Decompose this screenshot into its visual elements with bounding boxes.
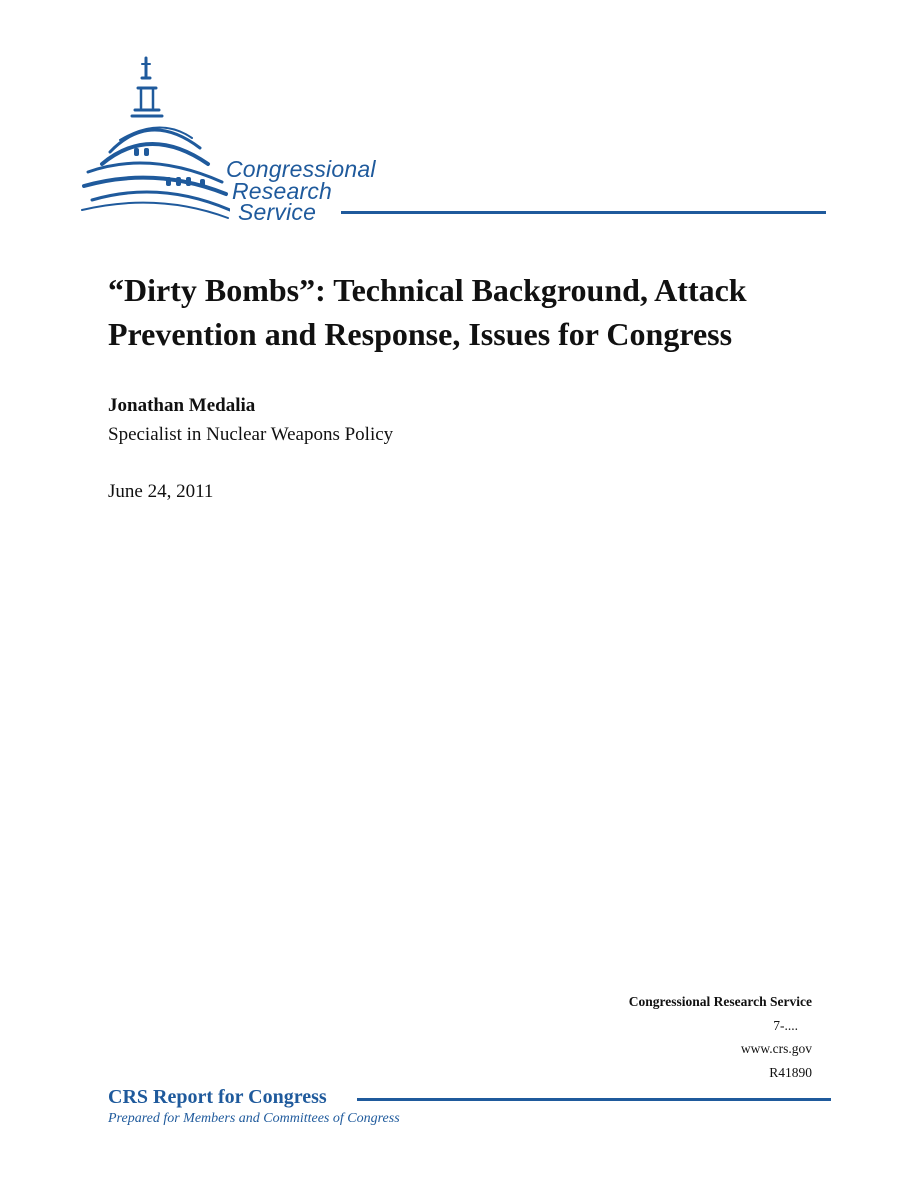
footer-subtitle: Prepared for Members and Committees of Congress [108,1111,400,1126]
crs-info-block [629,990,812,1084]
report-date: June 24, 2011 [108,481,214,502]
crs-code: 7-.... [773,1017,798,1033]
author-name: Jonathan Medalia [108,395,256,416]
logo-word-congressional: Congressional [226,156,376,182]
author-role: Specialist in Nuclear Weapons Policy [108,424,394,445]
logo-word-research: Research [232,178,333,204]
crs-org-name: Congressional Research Service [628,994,812,1009]
crs-website: www.crs.gov [740,1041,812,1056]
logo-divider [341,211,826,214]
report-title: “Dirty Bombs”: Technical Background, Attack Prevention and Response, Issues for Congress [108,272,747,352]
report-number: R41890 [769,1064,812,1080]
crs-logo [80,52,840,227]
footer-divider [357,1098,831,1101]
capitol-dome-icon [80,52,230,227]
logo-word-service: Service [238,199,317,225]
footer-title: CRS Report for Congress [108,1086,327,1108]
